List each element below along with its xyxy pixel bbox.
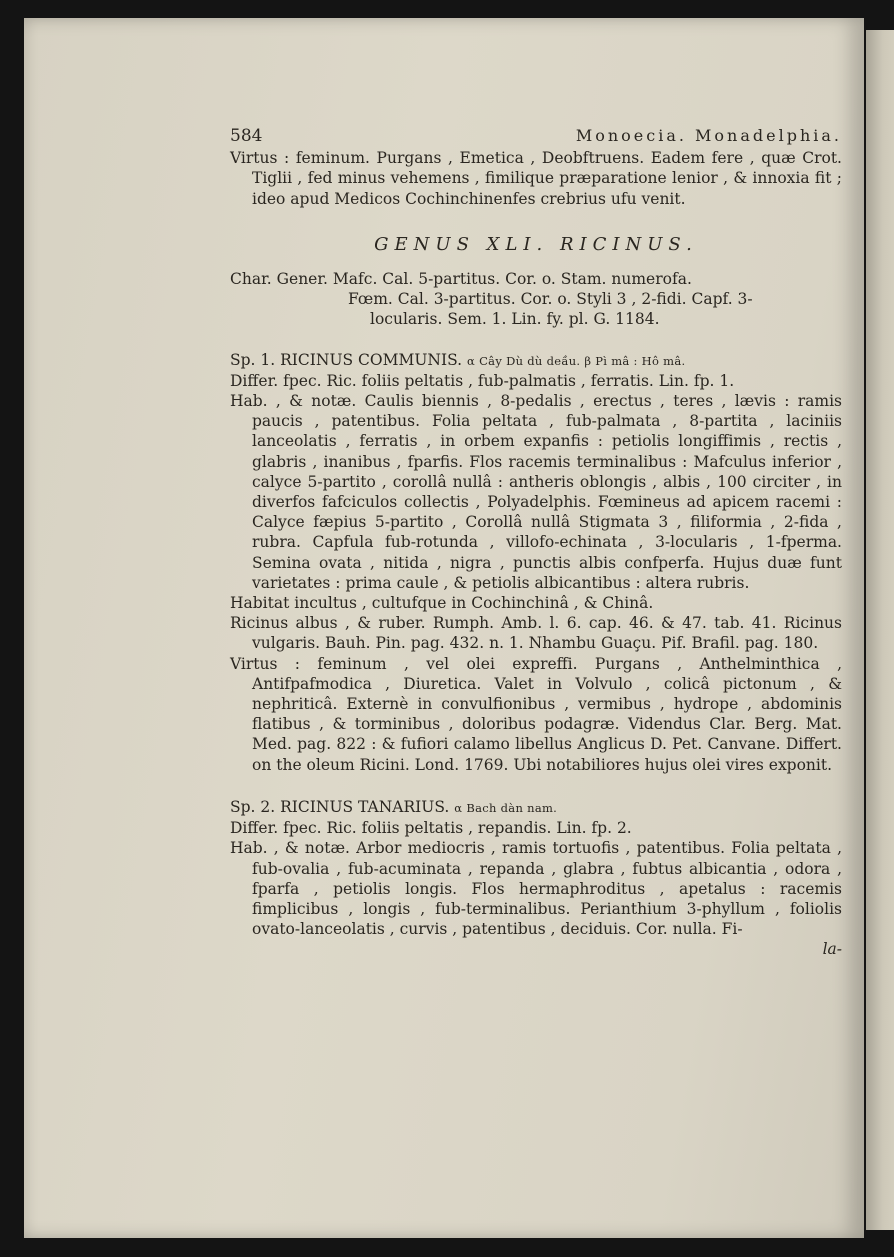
- book-page: [24, 18, 864, 1238]
- species-1-ricinus: Ricinus albus , & ruber. Rumph. Amb. l. 6. cap. 46. & 47. tab. 41. Ricinus vulgaris. Bauh. Pin. pag. 432. n. 1. Nhambu Guaçu. Pif. Brafil. pag. 180.: [230, 614, 842, 653]
- page-number: 584: [230, 126, 263, 146]
- section-gap: [230, 775, 842, 797]
- species-1-title: Sp. 1. RICINUS COMMUNIS.: [230, 350, 463, 369]
- char-gener-line3: locularis. Sem. 1. Lin. fy. pl. G. 1184.: [370, 310, 660, 329]
- species-1-heading: [230, 350, 842, 371]
- species-2: [230, 797, 842, 960]
- species-1-hab: Hab. , & notæ. Caulis biennis , 8-pedalis , erectus , teres , lævis : ramis paucis , patentibus. Folia peltata , fub-palmata , 8-partita , laciniis lanceolatis , ferratis , in orbem expanfis : petiolis longiffimis , rectis , glabris , inanibus , fparfis. Flos racemis terminalibus : Mafculus inferior , calyce 5-partito , corollâ nullâ : antheris oblongis , albis , 100 circiter , in diverfos fafciculos collectis , Polyadelphis. Fœmineus ad apicem racemi : Calyce fæpius 5-partito , Corollâ nullâ Stigmata 3 , filiformia , 2-fida , rubra. Capfula fub-rotunda , villofo-echinata , 3-locularis , 1-fperma. Semina ovata , nitida , nigra , punctis albis confperfa. Hujus duæ funt varietates : prima caule , & petiolis albicantibus : altera rubris.: [230, 392, 842, 592]
- species-2-title: Sp. 2. RICINUS TANARIUS.: [230, 797, 450, 816]
- species-2-heading: [230, 797, 842, 818]
- species-1-virtus: Virtus : feminum , vel olei expreffi. Purgans , Anthelminthica , Antifpafmodica , Diuretica. Valet in Volvulo , colicâ pictonum , & nephriticâ. Externè in convulfionibus , vermibus , hydrope , abdominis flatibus , & torminibus , doloribus podagræ. Videndus Clar. Berg. Mat. Med. pag. 822 : & fufiori calamo libellus Anglicus D. Pet. Canvane. Differt. on the oleum Ricini. Lond. 1769. Ubi notabiliores hujus olei vires exponit.: [230, 654, 842, 774]
- next-page-edge: [866, 30, 894, 1230]
- char-gener: [230, 269, 842, 330]
- species-1: [230, 350, 842, 775]
- char-gener-line1: Char. Gener. Mafc. Cal. 5-partitus. Cor. o. Stam. numerofa.: [230, 270, 692, 289]
- species-1-vernacular: α Cây Dù dù deầu. β Pì mâ : Hô mâ.: [467, 353, 686, 368]
- species-2-hab: Hab. , & notæ. Arbor mediocris , ramis tortuofis , patentibus. Folia peltata , fub-ovalia , fub-acuminata , repanda , glabra , fubtus albicantia , odora , fparfa , petiolis longis. Flos hermaphroditus , apetalus : racemis fimplicibus , longis , fub-terminalibus. Perianthium 3-phyllum , foliolis ovato-lanceolatis , curvis , patentibus , deciduis. Cor. nulla. Fi-: [230, 839, 842, 939]
- species-1-differ: Differ. fpec. Ric. foliis peltatis , fub-palmatis , ferratis. Lin. fp. 1.: [230, 371, 735, 390]
- running-title: Monoecia. Monadelphia.: [575, 126, 842, 145]
- species-2-differ: Differ. fpec. Ric. foliis peltatis , repandis. Lin. fp. 2.: [230, 819, 632, 838]
- page-content: [230, 126, 842, 960]
- running-head: [230, 126, 842, 146]
- genus-heading: GENUS XLI. RICINUS.: [374, 233, 698, 255]
- char-gener-line2: Fœm. Cal. 3-partitus. Cor. o. Styli 3 , 2-fidi. Capf. 3-: [348, 290, 753, 309]
- species-2-vernacular: α Bach dàn nam.: [454, 800, 558, 815]
- species-1-habitat: Habitat incultus , cultufque in Cochinchinâ , & Chinâ.: [230, 594, 654, 613]
- intro-virtus: Virtus : feminum. Purgans , Emetica , Deobftruens. Eadem fere , quæ Crot. Tiglii , fed minus vehemens , fimilique præparatione lenior , & innoxia fit ; ideo apud Medicos Cochinchinenfes crebrius ufu venit.: [230, 149, 842, 208]
- catchword: la-: [822, 940, 842, 959]
